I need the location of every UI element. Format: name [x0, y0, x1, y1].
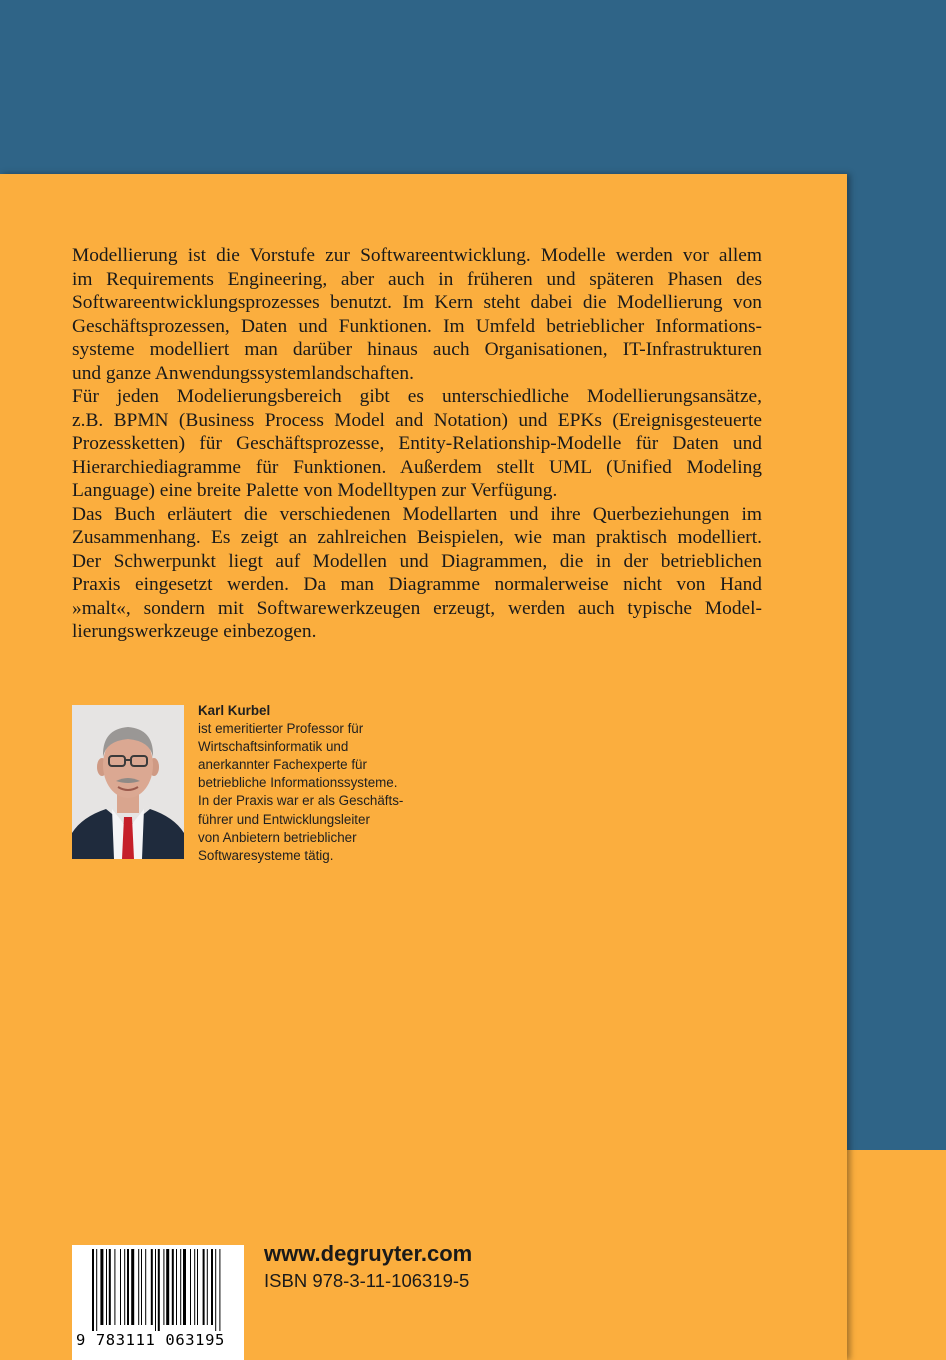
- author-bio-line: anerkannter Fachexperte für: [198, 757, 367, 773]
- description-line: Language) eine breite Palette von Modelltypen zur Verfügung.: [72, 480, 558, 501]
- barcode-bar: [215, 1249, 216, 1331]
- barcode-bar: [166, 1249, 169, 1325]
- barcode-bar: [120, 1249, 121, 1325]
- barcode-digits: 9 783111 063195: [76, 1331, 225, 1349]
- barcode-bar: [190, 1249, 191, 1325]
- description-line: Praxis eingesetzt werden. Da man Diagramme normalerweise nicht von Hand: [72, 574, 762, 595]
- barcode-bar: [180, 1249, 181, 1325]
- barcode-bar: [203, 1249, 205, 1325]
- barcode-bar: [145, 1249, 146, 1325]
- barcode-bar: [194, 1249, 195, 1325]
- barcode-bar: [151, 1249, 153, 1325]
- description-paragraph-3: [72, 503, 762, 644]
- author-bio-line: von Anbietern betrieblicher: [198, 829, 357, 845]
- barcode-bar: [124, 1249, 125, 1325]
- barcode-bar: [141, 1249, 142, 1325]
- book-description: [72, 244, 762, 644]
- barcode-bar: [106, 1249, 107, 1325]
- description-line: Hierarchiediagramme für Funktionen. Außerdem stellt UML (Unified Modeling: [72, 456, 762, 478]
- barcode-bar: [207, 1249, 208, 1325]
- publisher-url[interactable]: www.degruyter.com: [264, 1241, 473, 1266]
- description-line: »malt«, sondern mit Softwarewerkzeugen erzeugt, werden auch typische Model-: [72, 597, 762, 619]
- barcode-bar: [155, 1249, 156, 1331]
- description-line: und ganze Anwendungssystemlandschaften.: [72, 362, 414, 384]
- author-photo: [72, 705, 184, 859]
- description-line: Zusammenhang. Es zeigt an zahlreichen Beispielen, wie man praktisch modelliert.: [72, 527, 762, 548]
- barcode-bar: [138, 1249, 139, 1325]
- barcode-bar: [158, 1249, 160, 1331]
- barcode-bar: [109, 1249, 111, 1325]
- description-line: Modellierung ist die Vorstufe zur Softwareentwicklung. Modelle werden vor allem: [72, 245, 762, 266]
- barcode-bar: [163, 1249, 164, 1325]
- barcode-bar: [114, 1249, 115, 1325]
- barcode-bar: [176, 1249, 177, 1325]
- description-line: Für jeden Modelierungsbereich gibt es unterschiedliche Modellierungsansätze,: [72, 386, 762, 407]
- barcode-bar: [172, 1249, 174, 1325]
- description-line: Softwareentwicklungsprozesses benutzt. Im Kern steht dabei die Modellierung von: [72, 292, 762, 313]
- barcode-bar: [183, 1249, 186, 1325]
- author-name: Karl Kurbel: [198, 703, 271, 718]
- description-line: systeme modelliert man darüber hinaus auch Organisationen, IT-Infrastrukturen: [72, 339, 762, 360]
- author-bio-line: Softwaresysteme tätig.: [198, 847, 334, 863]
- barcode-bars: [72, 1245, 244, 1331]
- description-line: im Requirements Engineering, aber auch in früheren und späteren Phasen des: [72, 268, 762, 290]
- barcode-bar: [211, 1249, 213, 1325]
- description-line: Prozessketten) für Geschäftsprozesse, Entity-Relationship-Modelle für Daten und: [72, 433, 762, 454]
- barcode-bar: [100, 1249, 103, 1325]
- isbn-number: ISBN 978-3-11-106319-5: [264, 1270, 470, 1291]
- description-line: z.B. BPMN (Business Process Model and Notation) und EPKs (Ereignisgesteuerte: [72, 409, 762, 431]
- author-bio-line: ist emeritierter Professor für: [198, 721, 364, 737]
- description-line: Geschäftsprozessen, Daten und Funktionen. Im Umfeld betrieblicher Informations-: [72, 315, 762, 337]
- barcode-bar: [219, 1249, 220, 1331]
- description-paragraph-1: [72, 244, 762, 385]
- barcode-bar: [96, 1249, 97, 1331]
- author-bio: [198, 702, 438, 865]
- barcode-bar: [131, 1249, 134, 1325]
- description-paragraph-2: [72, 385, 762, 503]
- author-bio-line: Wirtschaftsinformatik und: [198, 739, 349, 755]
- author-bio-line: führer und Entwicklungsleiter: [198, 811, 370, 827]
- barcode-bar: [127, 1249, 129, 1325]
- description-line: lierungswerkzeuge einbezogen.: [72, 621, 317, 642]
- isbn-barcode: [72, 1245, 244, 1360]
- barcode-bar: [92, 1249, 94, 1331]
- author-bio-line: betriebliche Informationssysteme.: [198, 775, 398, 791]
- author-bio-line: In der Praxis war er als Geschäfts-: [198, 793, 404, 809]
- description-line: Der Schwerpunkt liegt auf Modellen und Diagrammen, die in der betrieblichen: [72, 550, 762, 572]
- barcode-bar: [197, 1249, 198, 1325]
- description-line: Das Buch erläutert die verschiedenen Modellarten und ihre Querbeziehungen im: [72, 503, 762, 525]
